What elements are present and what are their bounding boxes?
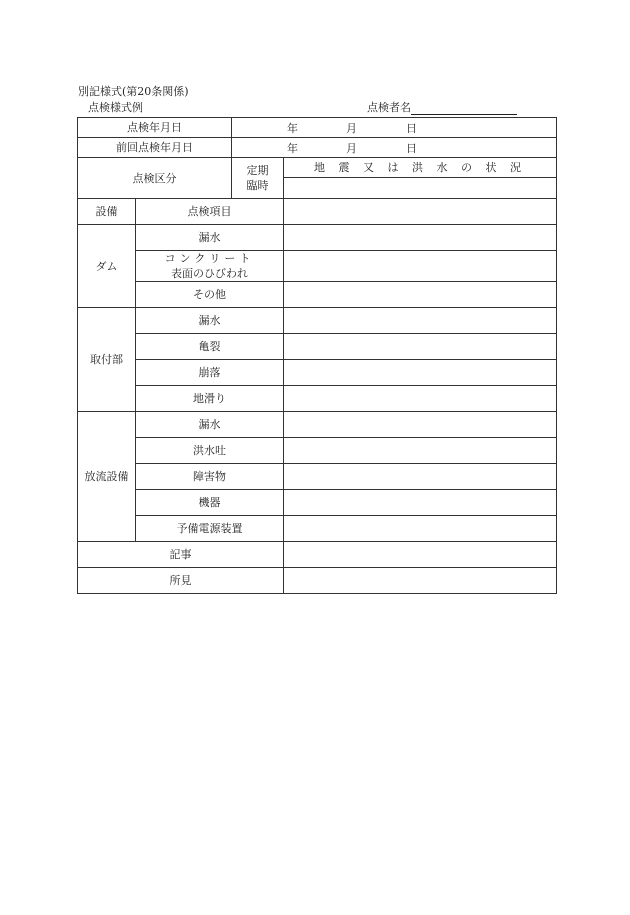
result-field[interactable] bbox=[284, 386, 557, 412]
result-field[interactable] bbox=[284, 516, 557, 542]
item-label-line1: コンクリート bbox=[164, 252, 255, 265]
item-label: 亀裂 bbox=[136, 334, 284, 360]
inspector-name-blank[interactable] bbox=[411, 102, 517, 115]
flood-status-field[interactable] bbox=[284, 178, 557, 199]
item-label-line2: 表面のひびわれ bbox=[171, 267, 248, 280]
table-row bbox=[78, 438, 557, 464]
result-field[interactable] bbox=[284, 464, 557, 490]
item-label: 漏水 bbox=[136, 308, 284, 334]
inspector-field bbox=[367, 101, 517, 115]
mount-group-label: 取付部 bbox=[78, 308, 136, 412]
result-field[interactable] bbox=[284, 199, 557, 225]
dam-group-label: ダム bbox=[78, 225, 136, 308]
column-header-row bbox=[78, 199, 557, 225]
category-label: 点検区分 bbox=[78, 158, 232, 199]
item-label: 洪水吐 bbox=[136, 438, 284, 464]
findings-row bbox=[78, 568, 557, 594]
inspector-label: 点検者名 bbox=[367, 101, 411, 114]
item-label: 機器 bbox=[136, 490, 284, 516]
result-field[interactable] bbox=[284, 438, 557, 464]
table-row bbox=[78, 386, 557, 412]
month-unit: 月 bbox=[346, 122, 357, 135]
inspection-form-table bbox=[77, 117, 557, 594]
result-field[interactable] bbox=[284, 308, 557, 334]
result-field[interactable] bbox=[284, 360, 557, 386]
item-label: 地滑り bbox=[136, 386, 284, 412]
flood-status-label: 地 震 又 は 洪 水 の 状 況 bbox=[284, 158, 557, 178]
previous-date-row bbox=[78, 138, 557, 158]
previous-date-label: 前回点検年月日 bbox=[78, 138, 232, 158]
result-field[interactable] bbox=[284, 412, 557, 438]
table-row bbox=[78, 464, 557, 490]
findings-field[interactable] bbox=[284, 568, 557, 594]
category-row-top bbox=[78, 158, 557, 178]
notes-label: 記事 bbox=[78, 542, 284, 568]
category-regular: 定期 bbox=[246, 164, 269, 177]
discharge-group-label: 放流設備 bbox=[78, 412, 136, 542]
notes-row bbox=[78, 542, 557, 568]
category-temporary: 臨時 bbox=[246, 179, 269, 192]
table-row bbox=[78, 334, 557, 360]
inspection-date-label: 点検年月日 bbox=[78, 118, 232, 138]
inspection-date-field[interactable] bbox=[232, 118, 557, 138]
result-field[interactable] bbox=[284, 490, 557, 516]
table-row bbox=[78, 282, 557, 308]
table-row bbox=[78, 225, 557, 251]
result-field[interactable] bbox=[284, 282, 557, 308]
item-label: その他 bbox=[136, 282, 284, 308]
facility-header: 設備 bbox=[78, 199, 136, 225]
table-row bbox=[78, 251, 557, 282]
item-label: 漏水 bbox=[136, 412, 284, 438]
table-row bbox=[78, 490, 557, 516]
result-field[interactable] bbox=[284, 251, 557, 282]
appendix-label: 別記様式(第20条関係) bbox=[78, 85, 189, 98]
result-field[interactable] bbox=[284, 225, 557, 251]
form-title: 点検様式例 bbox=[88, 101, 143, 114]
item-label: 障害物 bbox=[136, 464, 284, 490]
item-label bbox=[136, 251, 284, 282]
item-header: 点検項目 bbox=[136, 199, 284, 225]
year-unit: 年 bbox=[287, 122, 298, 135]
table-row bbox=[78, 308, 557, 334]
day-unit: 日 bbox=[406, 122, 417, 135]
item-label: 予備電源装置 bbox=[136, 516, 284, 542]
category-type-cell[interactable] bbox=[232, 158, 284, 199]
previous-date-field[interactable] bbox=[232, 138, 557, 158]
month-unit: 月 bbox=[346, 142, 357, 155]
notes-field[interactable] bbox=[284, 542, 557, 568]
table-row bbox=[78, 412, 557, 438]
table-row bbox=[78, 360, 557, 386]
item-label: 崩落 bbox=[136, 360, 284, 386]
table-row bbox=[78, 516, 557, 542]
item-label: 漏水 bbox=[136, 225, 284, 251]
inspection-date-row bbox=[78, 118, 557, 138]
year-unit: 年 bbox=[287, 142, 298, 155]
findings-label: 所見 bbox=[78, 568, 284, 594]
result-field[interactable] bbox=[284, 334, 557, 360]
day-unit: 日 bbox=[406, 142, 417, 155]
